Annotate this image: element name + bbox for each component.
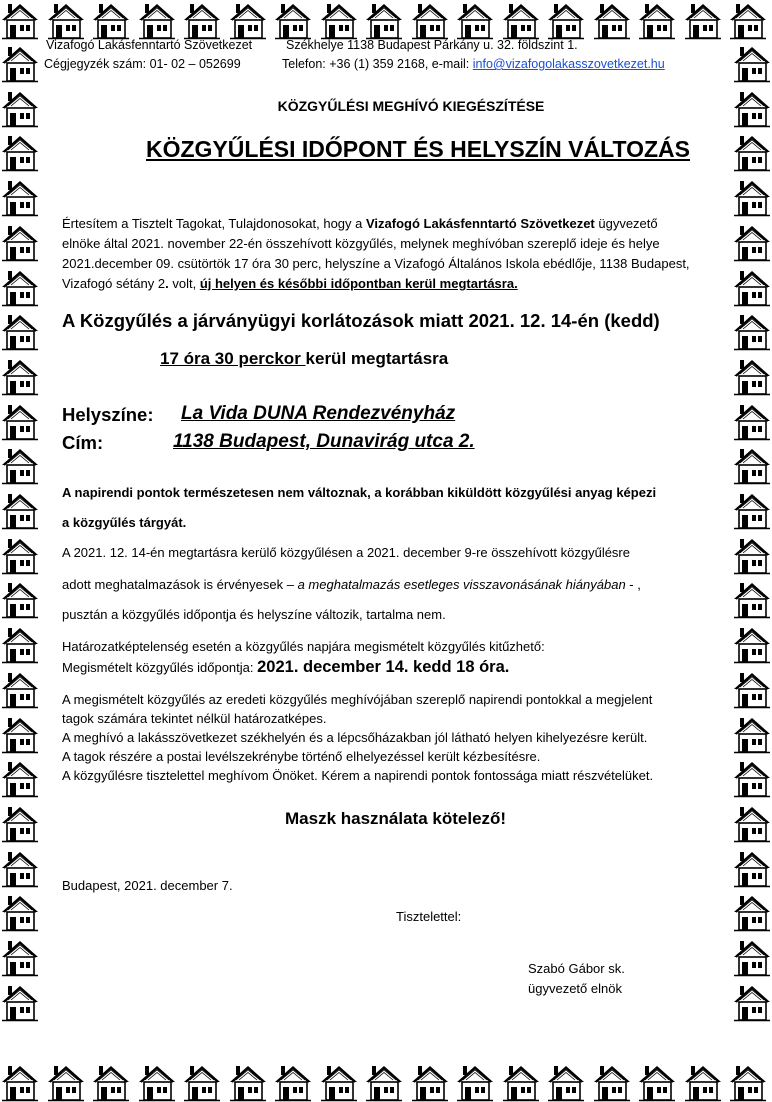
body-p4-line-4: A tagok részére a postai levélszekrénybe történő elhelyezéssel került kézbesítésre.: [62, 749, 541, 764]
body-p3-line-2: [62, 658, 509, 677]
repeat-meeting-time: 2021. december 14. kedd 18 óra.: [257, 658, 510, 676]
registry-number: Cégjegyzék szám: 01- 02 – 052699: [44, 57, 241, 71]
subtitle: KÖZGYŰLÉSI MEGHÍVÓ KIEGÉSZÍTÉSE: [277, 98, 545, 114]
body-italic: a meghatalmazás esetleges visszavonásának hiányában: [297, 577, 626, 592]
contact-line: [282, 57, 665, 71]
body-text: - ,: [625, 577, 641, 592]
body-p1-line-1: A napirendi pontok természetesen nem változnak, a korábban kiküldött közgyűlési anyag képezi: [62, 485, 657, 500]
body-p4-line-2: tagok számára tekintet nélkül határozatképes.: [62, 711, 327, 726]
body-p2-line-2: [62, 577, 641, 592]
body-text: Megismételt közgyűlés időpontja:: [62, 660, 258, 675]
body-p4-line-3: A meghívó a lakásszövetkezet székhelyén és a lépcsőházakban jól látható helyen kihelyezésre került.: [62, 730, 648, 745]
schedule-line-1: A Közgyűlés a járványügyi korlátozások miatt 2021. 12. 14-én (kedd): [62, 310, 660, 331]
place-date: Budapest, 2021. december 7.: [62, 878, 233, 893]
schedule-time: 17 óra 30 perckor: [160, 349, 306, 368]
venue-label: Helyszíne:: [62, 404, 154, 425]
signer-name: Szabó Gábor sk.: [528, 961, 625, 976]
schedule-text: kerül megtartásra: [305, 349, 449, 368]
org-seat: Székhelye 1138 Budapest Párkány u. 32. földszint 1.: [286, 38, 578, 52]
body-p4-line-1: A megismételt közgyűlés az eredeti közgyűlés meghívójában szereplő napirendi pontokkal a megjelent: [62, 692, 653, 707]
body-p2-line-3: pusztán a közgyűlés időpontja és helyszíne változik, tartalma nem.: [62, 607, 446, 622]
intro-line-4: [62, 276, 518, 291]
mask-notice: Maszk használata kötelező!: [285, 809, 507, 828]
address-label: Cím:: [62, 432, 104, 453]
body-p1-line-2: a közgyűlés tárgyát.: [62, 515, 187, 530]
regards: Tisztelettel:: [396, 909, 462, 924]
intro-emphasis: új helyen és későbbi időpontban kerül megtartásra.: [199, 276, 518, 291]
body-p4-line-5: A közgyűlésre tisztelettel meghívom Önöket. Kérem a napirendi pontok fontossága miatt részvételüket.: [62, 768, 654, 783]
body-p2-line-1: A 2021. 12. 14-én megtartásra kerülő közgyűlésen a 2021. december 9-re összehívott közgyűlésre: [62, 545, 630, 560]
intro-line-3: 2021.december 09. csütörtök 17 óra 30 perc, helyszíne a Vizafogó Általános Iskola ebédlője, 1138 Budapest,: [62, 256, 690, 271]
intro-text: ügyvezető: [594, 216, 658, 231]
venue-name: La Vida DUNA Rendezvényház: [181, 403, 456, 424]
intro-text: .: [165, 276, 169, 291]
intro-line-2: elnöke által 2021. november 22-én összehívott közgyűlés, melynek meghívóban szereplő ideje és helye: [62, 236, 660, 251]
venue-address: 1138 Budapest, Dunavirág utca 2.: [173, 431, 475, 452]
body-p3-line-1: Határozatképtelenség esetén a közgyűlés napjára megismételt közgyűlés kitűzhető:: [62, 639, 545, 654]
intro-line-1: [62, 216, 658, 231]
body-text: adott meghatalmazások is érvényesek –: [62, 577, 298, 592]
schedule-line-2: [160, 349, 448, 369]
intro-text: Értesítem a Tisztelt Tagokat, Tulajdonosokat, hogy a: [62, 216, 366, 231]
phone-email-label: Telefon: +36 (1) 359 2168, e-mail:: [282, 57, 473, 71]
intro-text: volt,: [168, 276, 200, 291]
org-name: Vizafogó Lakásfenntartó Szövetkezet: [46, 38, 253, 52]
intro-text: Vizafogó sétány 2: [62, 276, 166, 291]
email-link[interactable]: info@vizafogolakasszovetkezet.hu: [472, 57, 665, 71]
main-title: KÖZGYŰLÉSI IDŐPONT ÉS HELYSZÍN VÁLTOZÁS: [146, 136, 690, 162]
org-name-bold: Vizafogó Lakásfenntartó Szövetkezet: [365, 216, 595, 231]
signer-role: ügyvezető elnök: [528, 981, 622, 996]
